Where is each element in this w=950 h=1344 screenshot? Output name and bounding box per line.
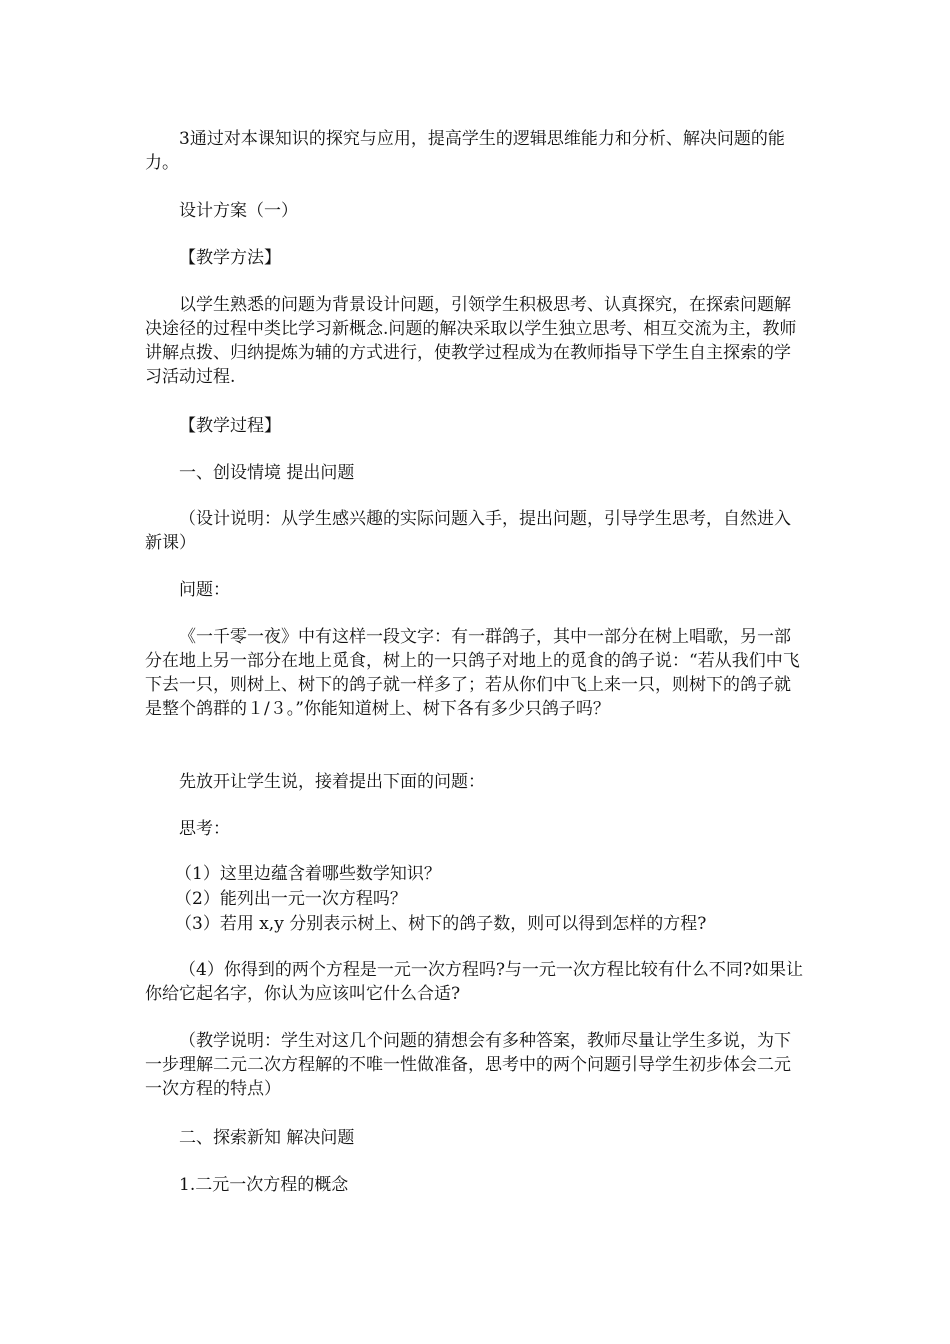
design-plan-heading: 设计方案（一）: [179, 201, 298, 221]
problem-label: 问题：: [179, 580, 230, 600]
think-item-3: （3）若用 x,y 分别表示树上、树下的鸽子数，则可以得到怎样的方程?: [175, 914, 707, 934]
goal-3-paragraph: 3通过对本课知识的探究与应用，提高学生的逻辑思维能力和分析、解决问题的能力。: [145, 129, 785, 173]
section-1-heading: 一、创设情境 提出问题: [179, 463, 355, 483]
problem-paragraph: 《一千零一夜》中有这样一段文字：有一群鸽子，其中一部分在树上唱歌，另一部分在地上另一部分在地上觅食，树上的一只鸽子对地上的觅食的鸽子说：“若从我们中飞下去一只，则树上、树下的鸽子就一样多了；若从你们中飞上来一只，则树下的鸽子就是整个鸽群的１/３。”你能知道树上、树下各有多少只鸽子吗？: [145, 627, 800, 719]
lead-in-paragraph: 先放开让学生说，接着提出下面的问题：: [179, 772, 485, 792]
think-label: 思考：: [179, 819, 230, 839]
think-item-2: （2）能列出一元一次方程吗？: [175, 889, 407, 909]
method-heading: 【教学方法】: [179, 248, 281, 268]
concept-heading: 1.二元一次方程的概念: [179, 1175, 349, 1195]
method-paragraph: 以学生熟悉的问题为背景设计问题，引领学生积极思考、认真探究，在探索问题解决途径的过程中类比学习新概念.问题的解决采取以学生独立思考、相互交流为主，教师讲解点拨、归纳提炼为辅的方式进行，使教学过程成为在教师指导下学生自主探索的学习活动过程.: [145, 295, 797, 387]
process-heading: 【教学过程】: [179, 416, 281, 436]
section-2-heading: 二、探索新知 解决问题: [179, 1128, 355, 1148]
think-item-4: （4）你得到的两个方程是一元一次方程吗?与一元一次方程比较有什么不同?如果让你给它起名字，你认为应该叫它什么合适?: [145, 960, 804, 1004]
think-item-1: （1）这里边蕴含着哪些数学知识？: [175, 864, 441, 884]
think-list: [145, 862, 805, 937]
design-note-paragraph: （设计说明：从学生感兴趣的实际问题入手，提出问题，引导学生思考，自然进入新课）: [145, 509, 791, 553]
teaching-note-paragraph: （教学说明：学生对这几个问题的猜想会有多种答案，教师尽量让学生多说，为下一步理解二元二次方程解的不唯一性做准备，思考中的两个问题引导学生初步体会二元一次方程的特点）: [145, 1031, 791, 1099]
